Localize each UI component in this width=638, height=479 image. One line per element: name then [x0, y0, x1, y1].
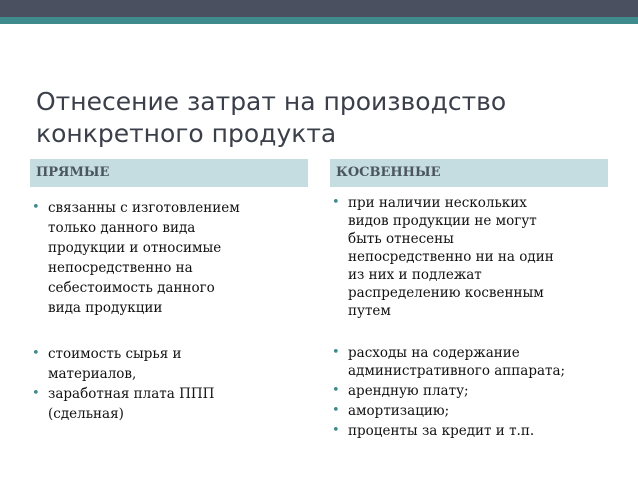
list-item: • проценты за кредит и т.п.	[330, 422, 630, 440]
header-direct: ПРЯМЫЕ	[30, 159, 308, 187]
list-item: • связанны с изготовлением только данного вида продукции и относимые непосредственно на себестоимость данного вида продукции	[30, 198, 310, 318]
indirect-costs-list	[330, 194, 630, 440]
top-accent-band	[0, 17, 638, 24]
list-item: • заработная плата ППП (сдельная)	[30, 384, 310, 424]
list-item: • при наличии нескольких видов продукции не могут быть отнесены непосредственно ни на один из них и подлежат распределению косвенным путем	[330, 194, 630, 320]
list-item: • арендную плату;	[330, 382, 630, 400]
list-item: • амортизацию;	[330, 402, 630, 420]
top-dark-band	[0, 0, 638, 17]
header-indirect: КОСВЕННЫЕ	[330, 159, 608, 187]
direct-costs-list	[30, 198, 310, 424]
list-item: • расходы на содержание административного аппарата;	[330, 344, 630, 380]
top-decor-bar	[0, 0, 638, 24]
list-item: • стоимость сырья и материалов,	[30, 344, 310, 384]
slide-title: Отнесение затрат на производство конкретного продукта	[36, 87, 507, 148]
